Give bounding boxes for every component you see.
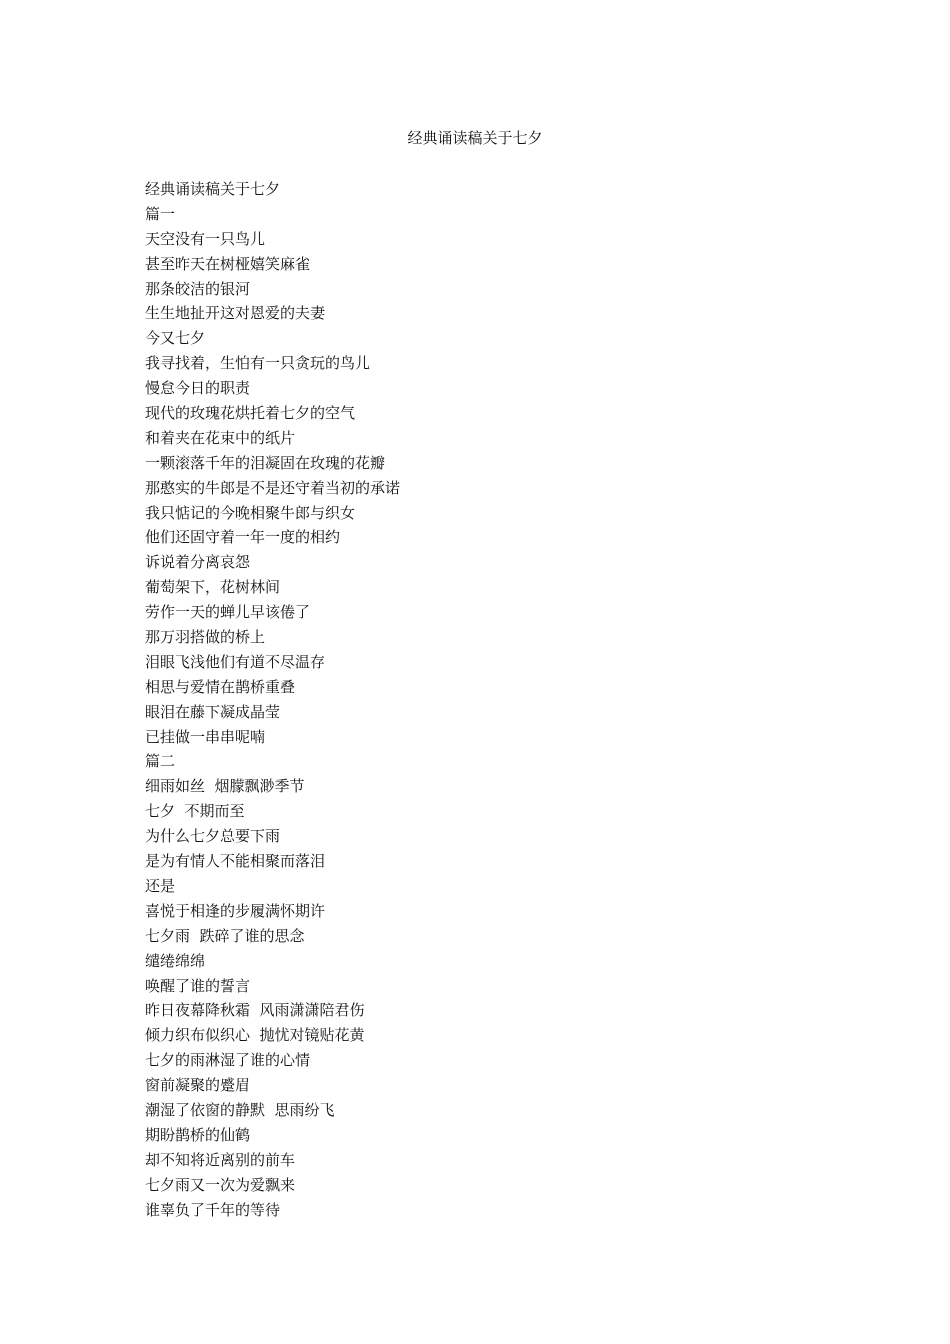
text-line: 那条皎洁的银河	[145, 279, 251, 298]
text-line: 潮湿了依窗的静默 思雨纷飞	[145, 1100, 335, 1119]
text-line: 诉说着分离哀怨	[145, 553, 251, 572]
text-line: 昨日夜幕降秋霜 风雨潇潇陪君伤	[145, 1001, 365, 1020]
text-line: 甚至昨天在树桠嬉笑麻雀	[145, 254, 311, 273]
text-line: 那万羽搭做的桥上	[145, 628, 266, 647]
text-line: 细雨如丝 烟朦飘渺季节	[145, 777, 305, 796]
text-line: 我寻找着，生怕有一只贪玩的鸟儿	[145, 354, 371, 373]
text-line: 和着夹在花束中的纸片	[145, 428, 296, 447]
text-line: 已挂做一串串呢喃	[145, 727, 266, 746]
text-line: 缱绻绵绵	[145, 951, 206, 970]
text-line: 慢怠今日的职责	[145, 379, 251, 398]
text-line: 篇二	[145, 752, 176, 771]
text-line: 我只惦记的今晚相聚牛郎与织女	[145, 503, 356, 522]
text-line: 劳作一天的蝉儿早该倦了	[145, 603, 311, 622]
text-line: 葡萄架下，花树林间	[145, 578, 281, 597]
text-line: 篇一	[145, 204, 176, 223]
text-line: 相思与爱情在鹊桥重叠	[145, 677, 296, 696]
text-line: 倾力织布似织心 抛忧对镜贴花黄	[145, 1026, 365, 1045]
text-line: 他们还固守着一年一度的相约	[145, 528, 341, 547]
text-line: 为什么七夕总要下雨	[145, 827, 281, 846]
text-line: 却不知将近离别的前车	[145, 1150, 296, 1169]
text-line: 是为有情人不能相聚而落泪	[145, 852, 326, 871]
text-line: 期盼鹊桥的仙鹤	[145, 1125, 251, 1144]
text-line: 天空没有一只鸟儿	[145, 229, 266, 248]
text-line: 经典诵读稿关于七夕	[145, 180, 281, 198]
text-line: 谁辜负了千年的等待	[145, 1200, 281, 1219]
text-line: 七夕的雨淋湿了谁的心情	[145, 1051, 311, 1070]
text-line: 窗前凝聚的蹙眉	[145, 1076, 251, 1095]
text-line: 那憨实的牛郎是不是还守着当初的承诺	[145, 478, 401, 497]
text-line: 今又七夕	[145, 329, 206, 348]
text-line: 喜悦于相逢的步履满怀期许	[145, 901, 326, 920]
text-line: 还是	[145, 876, 176, 895]
text-line: 七夕雨又一次为爱飘来	[145, 1175, 296, 1194]
text-line: 七夕 不期而至	[145, 802, 245, 821]
text-line: 现代的玫瑰花烘托着七夕的空气	[145, 404, 356, 423]
text-line: 唤醒了谁的誓言	[145, 976, 251, 995]
text-line: 一颗滚落千年的泪凝固在玫瑰的花瓣	[145, 453, 386, 472]
text-line: 眼泪在藤下凝成晶莹	[145, 702, 281, 721]
text-line: 七夕雨 跌碎了谁的思念	[145, 926, 305, 945]
page-title: 经典诵读稿关于七夕	[407, 129, 543, 147]
text-line: 生生地扯开这对恩爱的夫妻	[145, 304, 326, 323]
text-line: 泪眼飞浅他们有道不尽温存	[145, 652, 326, 671]
document-body	[145, 177, 825, 1222]
